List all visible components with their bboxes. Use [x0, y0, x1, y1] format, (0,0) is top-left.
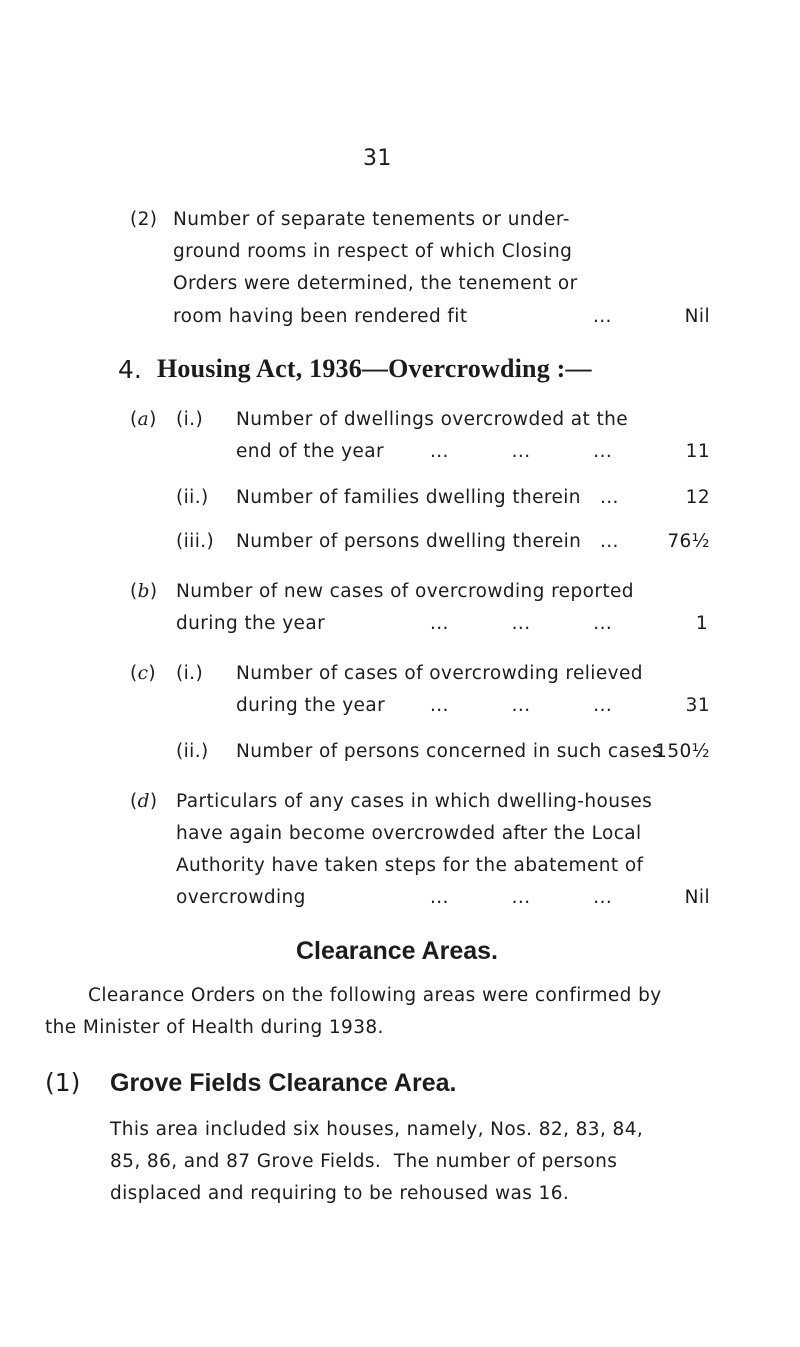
area1-line-2: 85, 86, and 87 Grove Fields. The number of persons [110, 1151, 618, 1172]
section4-d-line-1: Particulars of any cases in which dwelling-houses [176, 791, 653, 812]
section4-c-i-line-2: during the year [236, 695, 386, 716]
section4-a-i-value: 11 [685, 441, 710, 462]
item2-line-4: room having been rendered fit [173, 306, 468, 327]
section4-c-ii-text: Number of persons concerned in such cases [236, 741, 663, 762]
section4-d-value: Nil [684, 887, 710, 908]
section4-d-line-4: overcrowding [176, 887, 306, 908]
section4-a-i-label: (i.) [176, 409, 204, 430]
area1-label: (1) [45, 1068, 81, 1097]
section4-c-i-label: (i.) [176, 663, 204, 684]
page-number: 31 [363, 146, 392, 171]
item2-line-2: ground rooms in respect of which Closing [173, 241, 573, 262]
area1-line-3: displaced and requiring to be rehoused was 16. [110, 1183, 570, 1204]
section4-c-ii-value: 150½ [655, 741, 710, 762]
section4-b-label: (b) [130, 581, 158, 602]
section4-d-dots: ... ... ... [430, 887, 613, 908]
section4-number: 4. [118, 355, 142, 384]
section4-b-line-2: during the year [176, 613, 326, 634]
item2-value: Nil [684, 306, 710, 327]
section4-d-line-3: Authority have taken steps for the abatement of [176, 855, 644, 876]
section4-c-i-dots: ... ... ... [430, 695, 613, 716]
section4-a-ii-text: Number of families dwelling therein [236, 487, 581, 508]
section4-c-i-line-1: Number of cases of overcrowding relieved [236, 663, 643, 684]
section4-a-i-line-1: Number of dwellings overcrowded at the [236, 409, 629, 430]
section4-b-value: 1 [695, 613, 708, 634]
area1-title: Grove Fields Clearance Area. [110, 1069, 457, 1097]
section4-a-iii-value: 76½ [667, 531, 710, 552]
section4-a-iii-text: Number of persons dwelling therein [236, 531, 582, 552]
section4-a-i-dots: ... ... ... [430, 441, 613, 462]
clearance-title: Clearance Areas. [296, 937, 498, 965]
section4-b-dots: ... ... ... [430, 613, 613, 634]
section4-c-ii-label: (ii.) [176, 741, 209, 762]
clearance-intro-line-2: the Minister of Health during 1938. [45, 1017, 384, 1038]
section4-a-iii-dots: ... [600, 531, 619, 552]
section4-a-ii-label: (ii.) [176, 487, 209, 508]
section4-b-line-1: Number of new cases of overcrowding reported [176, 581, 634, 602]
clearance-intro-line-1: Clearance Orders on the following areas were confirmed by [88, 985, 662, 1006]
section4-c-label: (c) [130, 663, 157, 684]
section4-a-iii-label: (iii.) [176, 531, 215, 552]
section4-a-ii-dots: ... [600, 487, 619, 508]
item2-line-3: Orders were determined, the tenement or [173, 273, 578, 294]
section4-d-line-2: have again become overcrowded after the Local [176, 823, 642, 844]
section4-title: Housing Act, 1936—Overcrowding :— [157, 354, 592, 383]
section4-d-label: (d) [130, 791, 158, 812]
section4-a-ii-value: 12 [685, 487, 710, 508]
section4-a-i-line-2: end of the year [236, 441, 384, 462]
item2-dots: ... [593, 306, 612, 327]
area1-line-1: This area included six houses, namely, Nos. 82, 83, 84, [110, 1119, 644, 1140]
section4-a-label: (a) [130, 409, 157, 430]
item2-label: (2) [130, 209, 158, 230]
section4-c-i-value: 31 [685, 695, 710, 716]
item2-line-1: Number of separate tenements or under- [173, 209, 570, 230]
